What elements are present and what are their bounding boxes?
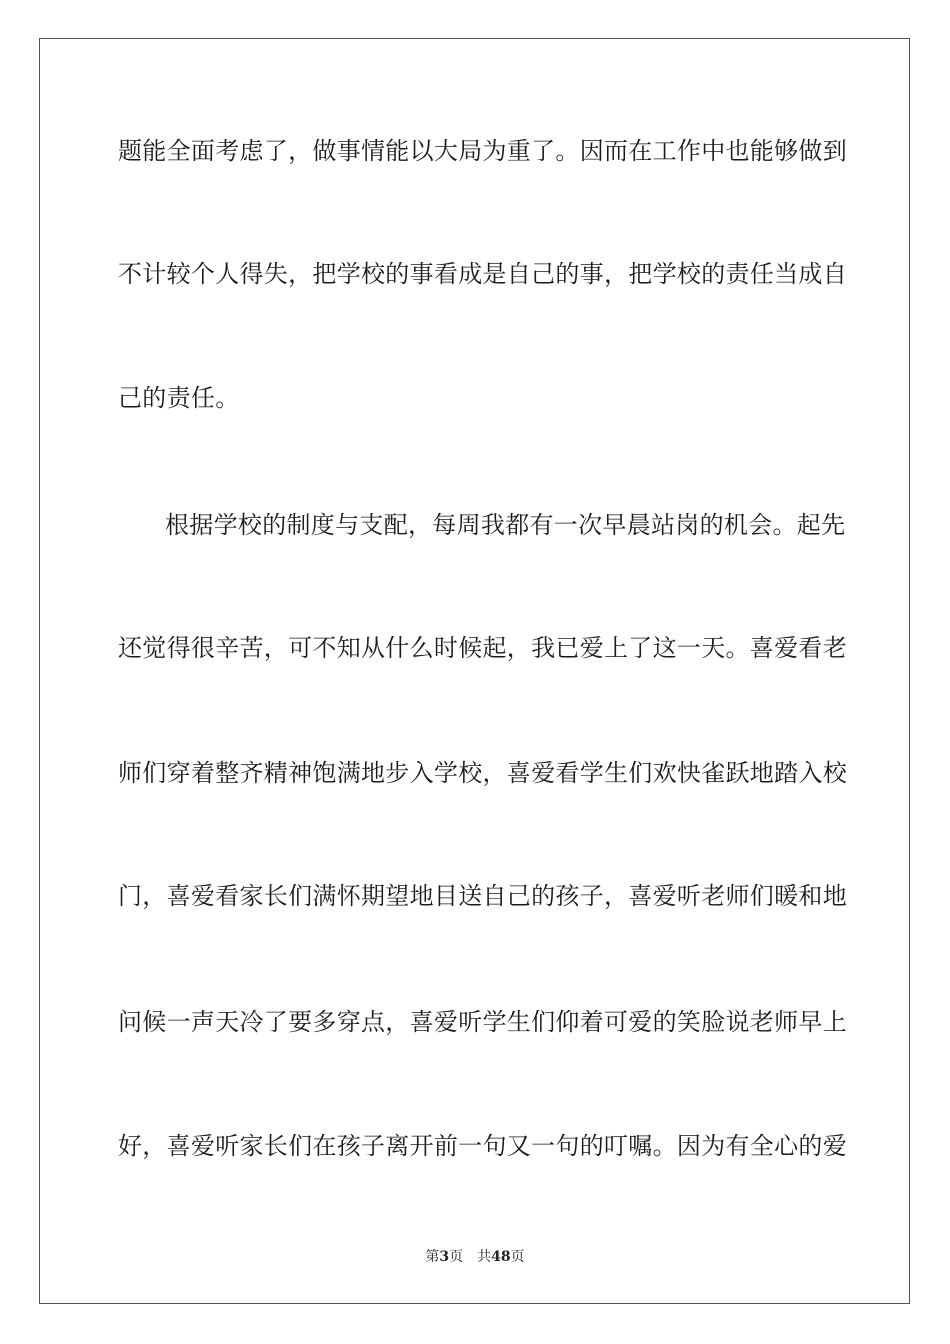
page-suffix: 页: [449, 1249, 464, 1265]
body-text-line: 门，喜爱看家长们满怀期望地目送自己的孩子，喜爱听老师们暖和地: [118, 882, 847, 910]
page-prefix: 第: [425, 1249, 440, 1265]
total-pages: 48: [491, 1249, 511, 1265]
page-indicator: [425, 1249, 463, 1265]
total-suffix: 页: [510, 1249, 525, 1265]
body-text-line: 己的责任。: [118, 384, 240, 412]
page-footer: [0, 1248, 950, 1266]
page-border: [39, 38, 910, 1304]
body-text-line: 好，喜爱听家长们在孩子离开前一句又一句的叮嘱。因为有全心的爱: [118, 1132, 847, 1160]
total-prefix: 共: [477, 1249, 492, 1265]
paragraph-first-line: 根据学校的制度与支配，每周我都有一次早晨站岗的机会。起先: [165, 511, 846, 539]
body-text-line: 不计较个人得失，把学校的事看成是自己的事，把学校的责任当成自: [118, 260, 847, 288]
body-text-line: 问候一声天冷了要多穿点，喜爱听学生们仰着可爱的笑脸说老师早上: [118, 1008, 847, 1036]
body-text-line: 题能全面考虑了，做事情能以大局为重了。因而在工作中也能够做到: [118, 137, 847, 165]
body-text-line: 师们穿着整齐精神饱满地步入学校，喜爱看学生们欢快雀跃地踏入校: [118, 759, 847, 787]
total-pages-indicator: [477, 1249, 524, 1265]
body-text-line: 还觉得很辛苦，可不知从什么时候起，我已爱上了这一天。喜爱看老: [118, 634, 847, 662]
page-number: 3: [439, 1249, 450, 1265]
